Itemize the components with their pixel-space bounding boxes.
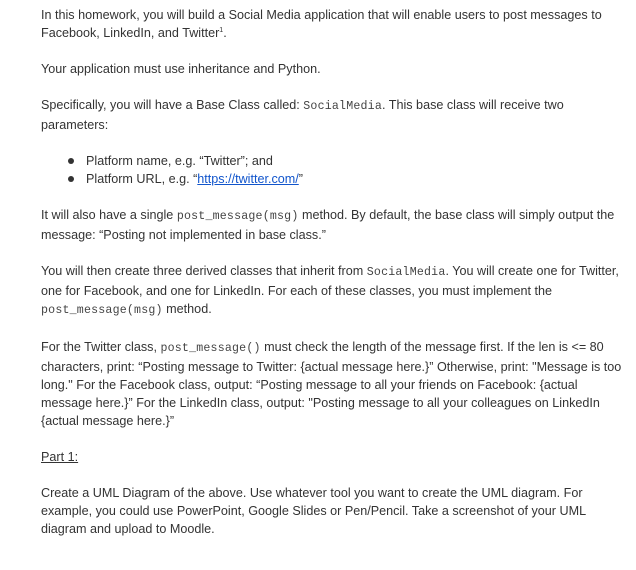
code-socialmedia: SocialMedia [303,100,382,113]
twitter-url-link[interactable]: https://twitter.com/ [197,172,299,186]
footnote-marker: 1 [219,26,224,34]
bullet-icon [68,158,74,164]
derived-classes-paragraph: You will then create three derived classes that inherit from SocialMedia. You will create one for Twitter, one for Facebook, and one for LinkedIn. For each of these classes, you must implement the post_message(msg) method. [41,264,619,317]
homework-document [41,6,626,556]
requirement-paragraph: Your application must use inheritance and Python. [41,62,321,76]
bullet-icon [68,176,74,182]
code-post-message-call: post_message() [160,342,261,355]
twitter-class-paragraph: For the Twitter class, post_message() must check the length of the message first. If the len is <= 80 characters, print: “Posting message to Twitter: {actual message here.}” Otherwise, print: "Message is too long." For the Facebook class, output: “Posting message to all your friends on Facebook: {actual message here.}” For the LinkedIn class, output: "Posting message to all your colleagues on LinkedIn {actual message here.}” [41,340,622,428]
code-post-message: post_message(msg) [176,210,299,223]
parameter-list [41,152,626,188]
list-item: Platform URL, e.g. “https://twitter.com/” [68,170,626,188]
method-paragraph: It will also have a single post_message(msg) method. By default, the base class will simply output the message: “Posting not implemented in base class.” [41,208,615,242]
code-post-message: post_message(msg) [41,304,163,317]
list-item: Platform name, e.g. “Twitter”; and [68,152,626,170]
part1-paragraph: Create a UML Diagram of the above. Use whatever tool you want to create the UML diagram. For example, you could use PowerPoint, Google Slides or Pen/Pencil. Take a screenshot of your UML diagram and upload to Moodle. [41,486,586,536]
intro-paragraph: In this homework, you will build a Social Media application that will enable users to post messages to Facebook, LinkedIn, and Twitter$^1$. [41,8,602,40]
code-socialmedia: SocialMedia [366,266,446,279]
part1-heading: Part 1: [41,450,79,464]
base-class-paragraph: Specifically, you will have a Base Class called: SocialMedia. This base class will receive two parameters: [41,98,564,132]
